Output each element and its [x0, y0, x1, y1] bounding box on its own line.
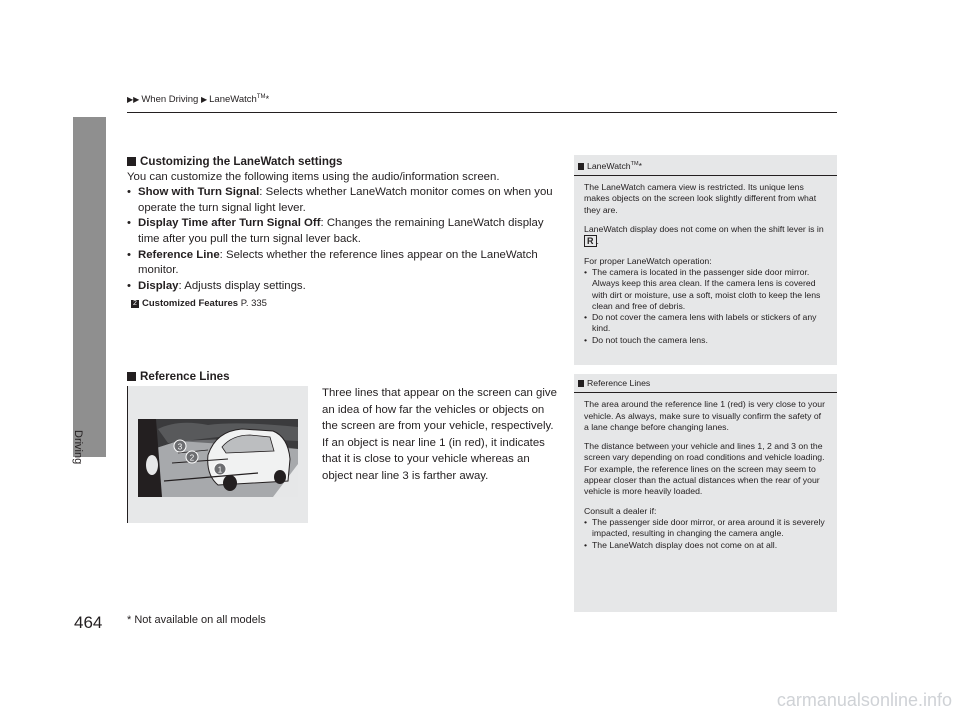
- note-label: For proper LaneWatch operation:: [584, 255, 712, 266]
- page-number: 464: [74, 613, 103, 632]
- list-item: [584, 312, 827, 335]
- section-reference-lines: [127, 370, 557, 383]
- bullet-icon: •: [584, 539, 588, 550]
- bullet-icon: •: [127, 186, 131, 199]
- note-paragraph: [584, 224, 827, 248]
- section-heading: [127, 370, 557, 383]
- list-item: [127, 185, 557, 216]
- bullet-icon: •: [584, 334, 588, 345]
- note-title: [574, 378, 837, 393]
- square-bullet-icon: [127, 157, 136, 166]
- xref-arrow-icon: 2: [131, 300, 139, 308]
- list-item: [584, 517, 827, 540]
- list-item: [127, 216, 557, 247]
- bullet-icon: •: [584, 516, 588, 527]
- note-title: [574, 159, 837, 176]
- section-heading: [127, 154, 557, 170]
- item-desc: : Changes the remaining LaneWatch display time after you pull the turn signal lever back.: [138, 217, 544, 245]
- list-item-text: The passenger side door mirror, or area around it is severely impacted, resulting in changing the camera angle.: [592, 516, 825, 539]
- double-arrow-icon: ▶▶: [127, 95, 140, 105]
- settings-list: [127, 185, 557, 294]
- item-term: Reference Line: [138, 248, 220, 261]
- reference-lines-text: Three lines that appear on the screen can give an idea of how far the vehicles or objects on the screen are from your vehicle, respectively. If an object is near line 1 (in red), it indicates that it is close to your vehicle whereas an object near line 3 is farther away.: [322, 387, 557, 482]
- bullet-icon: •: [127, 248, 131, 261]
- item-term: Display Time after Turn Signal Off: [138, 217, 321, 230]
- list-item: [584, 335, 827, 346]
- note-title-text: LaneWatch: [587, 160, 631, 171]
- item-desc: : Selects whether the reference lines appear on the LaneWatch monitor.: [138, 248, 538, 277]
- note-paragraph: The area around the reference line 1 (red) is very close to your vehicle. As always, make sure to visually confirm the safety of a lane change before changing lanes.: [584, 399, 825, 432]
- breadcrumb: [127, 94, 269, 105]
- bullet-icon: •: [127, 217, 131, 230]
- side-tab: [73, 117, 106, 457]
- list-item: [584, 540, 827, 551]
- square-bullet-icon: [127, 372, 136, 381]
- lanewatch-figure: [127, 386, 308, 523]
- list-item-text: The camera is located in the passenger side door mirror. Always keep this area clean. If the camera lens is covered with dirt or moisture, use a soft, moist cloth to keep the lens clean and free of debris.: [592, 266, 821, 311]
- figure-label-2: 2: [189, 453, 195, 463]
- note-box-lanewatch: [574, 155, 837, 365]
- note-label: Consult a dealer if:: [584, 505, 657, 516]
- cross-reference-link[interactable]: [127, 296, 557, 312]
- asterisk: *: [638, 160, 642, 171]
- arrow-icon: ▶: [200, 95, 208, 105]
- item-desc: : Adjusts display settings.: [178, 279, 306, 292]
- bullet-icon: •: [127, 279, 131, 292]
- reverse-gear-icon: R: [584, 235, 597, 247]
- trademark: TM: [630, 161, 639, 167]
- item-term: Show with Turn Signal: [138, 186, 260, 199]
- section-title: Customizing the LaneWatch settings: [140, 155, 343, 168]
- xref-page: P. 335: [238, 298, 267, 310]
- xref-title: Customized Features: [142, 298, 239, 310]
- note-paragraph: The distance between your vehicle and lines 1, 2 and 3 on the screen vary depending on road conditions and vehicle loading. For example, the reference lines on the screen may seem to appear closer than the actual distances when the rear of your vehicle is more heavily loaded.: [584, 441, 825, 497]
- footnote: * Not available on all models: [127, 614, 266, 626]
- item-desc: : Selects whether LaneWatch monitor comes on when you operate the turn signal light lever.: [138, 186, 553, 214]
- note-icon: [578, 163, 584, 170]
- list-item-text: The LaneWatch display does not come on at all.: [592, 539, 778, 550]
- item-term: Display: [138, 279, 179, 292]
- asterisk: *: [265, 94, 270, 106]
- list-item-text: Do not cover the camera lens with labels or stickers of any kind.: [592, 312, 817, 334]
- watermark: carmanualsonline.info: [776, 690, 952, 710]
- section-title: Reference Lines: [140, 370, 230, 383]
- note-text: .: [596, 236, 599, 247]
- breadcrumb-item-when-driving[interactable]: When Driving: [141, 94, 199, 106]
- list-item: [127, 279, 557, 295]
- note-list: [584, 267, 827, 346]
- list-item: [127, 248, 557, 279]
- note-paragraph: The LaneWatch camera view is restricted. Its unique lens makes objects on the screen look slightly different from what they are.: [584, 182, 817, 215]
- bullet-icon: •: [584, 312, 588, 323]
- trademark: TM: [256, 94, 266, 100]
- note-title-text: Reference Lines: [587, 378, 651, 388]
- list-item: [584, 267, 827, 312]
- figure-label-3: 3: [177, 442, 183, 452]
- section-customizing: [127, 154, 557, 312]
- note-list: [584, 517, 827, 551]
- header-rule: [127, 112, 837, 113]
- breadcrumb-item-lanewatch[interactable]: LaneWatch: [209, 94, 257, 106]
- note-box-reference-lines: [574, 374, 837, 612]
- bullet-icon: •: [584, 266, 588, 277]
- note-text: LaneWatch display does not come on when the shift lever is in: [584, 224, 824, 235]
- list-item-text: Do not touch the camera lens.: [592, 334, 708, 345]
- note-icon: [578, 380, 584, 387]
- figure-label-1: 1: [217, 465, 223, 475]
- side-label: Driving: [72, 430, 84, 465]
- lanewatch-camera-view-image: [138, 419, 298, 497]
- intro-text: You can customize the following items using the audio/information screen.: [127, 170, 500, 183]
